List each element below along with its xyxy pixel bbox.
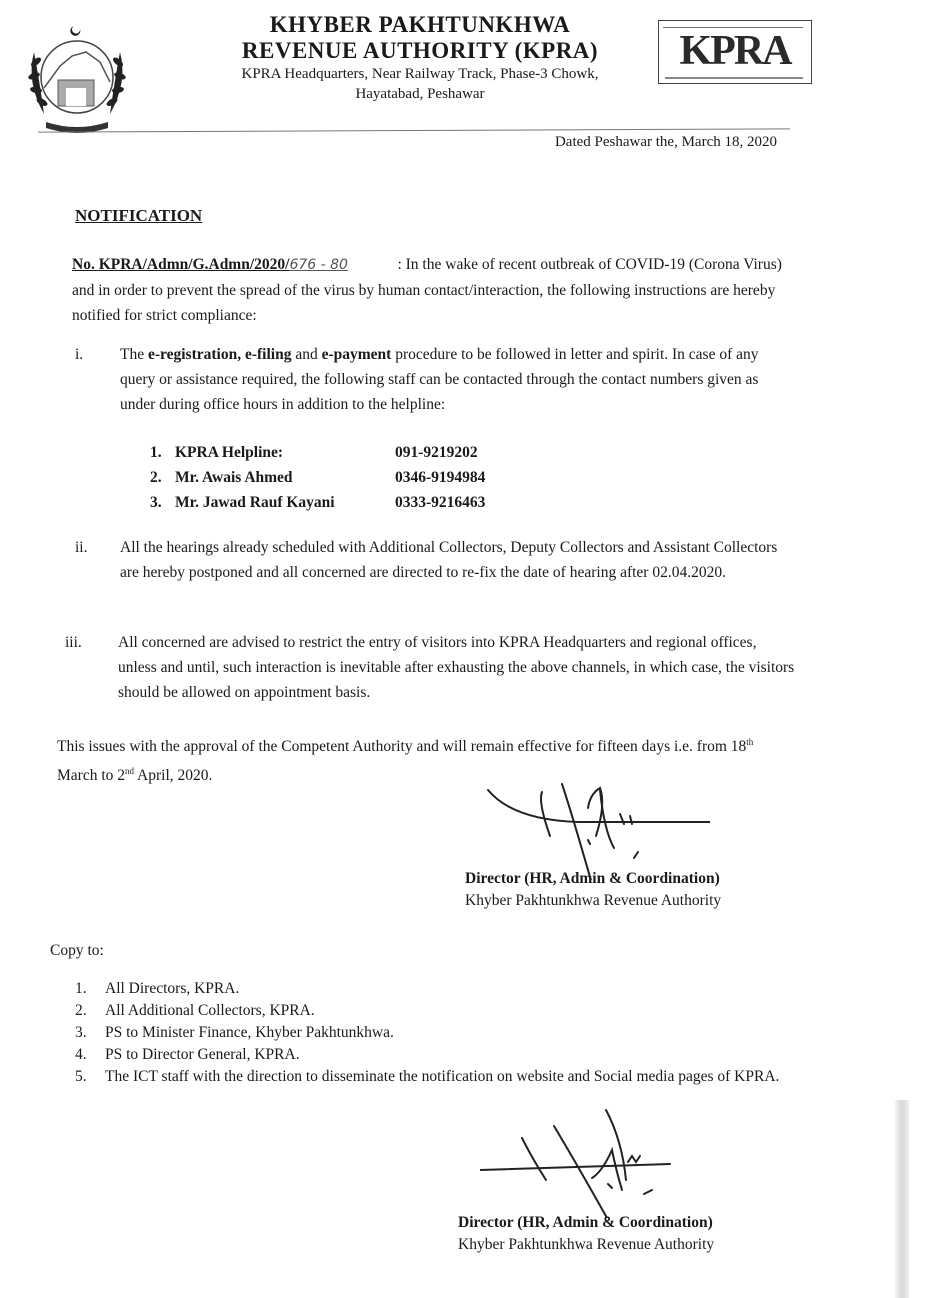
signatory-title: Director (HR, Admin & Coordination)	[458, 1214, 713, 1231]
copy-text: PS to Director General, KPRA.	[105, 1046, 300, 1063]
contact-num: 3.	[150, 494, 162, 511]
header-title-line1: KHYBER PAKHTUNKHWA	[269, 12, 571, 37]
signatory-block	[458, 1212, 714, 1256]
contact-phone: 0333-9216463	[395, 494, 486, 511]
contact-list	[150, 440, 485, 515]
header-divider	[38, 128, 790, 132]
header-address-line2: Hayatabad, Peshawar	[355, 86, 485, 102]
copy-num: 5.	[75, 1068, 87, 1085]
contact-name: KPRA Helpline:	[175, 444, 284, 461]
instruction-item-1	[75, 342, 795, 417]
instruction-item-3	[65, 630, 795, 705]
contact-num: 2.	[150, 469, 162, 486]
closing-text: April, 2020.	[134, 767, 213, 785]
copy-to-item	[75, 978, 795, 1000]
copy-text: PS to Minister Finance, Khyber Pakhtunkhwa.	[105, 1024, 394, 1041]
item-numeral: i.	[75, 346, 84, 363]
contact-name: Mr. Jawad Rauf Kayani	[175, 494, 335, 511]
copy-to-item	[75, 1022, 795, 1044]
handwritten-reference: 676 - 80	[289, 257, 348, 273]
copy-to-label: Copy to:	[50, 942, 104, 959]
page-edge-shadow	[895, 1100, 909, 1298]
kpra-logo	[658, 20, 812, 84]
notification-heading: NOTIFICATION	[75, 206, 203, 225]
copy-to-list	[75, 978, 795, 1088]
item-text: procedure to be followed in letter and spirit. In case of any query or assistance required, the following staff can be contacted through the contact numbers given as under during office hours in addition to the helpline:	[120, 346, 759, 413]
contact-phone: 091-9219202	[395, 444, 478, 461]
copy-text: All Directors, KPRA.	[105, 980, 240, 997]
intro-paragraph	[72, 252, 792, 328]
contact-num: 1.	[150, 444, 162, 461]
header-title-line2: REVENUE AUTHORITY (KPRA)	[241, 38, 599, 63]
signatory-title: Director (HR, Admin & Coordination)	[465, 870, 720, 887]
contact-phone: 0346-9194984	[395, 469, 486, 486]
signatory-block	[465, 868, 721, 912]
item-text-pre: The	[120, 346, 148, 363]
contact-row	[150, 465, 485, 490]
closing-sup: nd	[125, 766, 135, 777]
intro-text: : In the wake of recent outbreak of COVID-19 (Corona Virus) and in order to prevent the spread of the virus by human contact/interaction, the following instructions are hereby notified for strict compliance:	[72, 256, 782, 324]
contact-name: Mr. Awais Ahmed	[175, 469, 293, 486]
copy-num: 3.	[75, 1024, 87, 1041]
closing-text: This issues with the approval of the Competent Authority and will remain effective for fifteen days i.e. from 18	[57, 738, 747, 756]
closing-sup: th	[746, 737, 754, 747]
copy-to-item	[75, 1066, 795, 1088]
contact-row	[150, 490, 485, 515]
kpra-logo-text: KPRA	[679, 28, 791, 74]
closing-text: March to 2	[57, 767, 126, 785]
contact-row	[150, 440, 485, 465]
item-text: All the hearings already scheduled with Additional Collectors, Deputy Collectors and Assistant Collectors are hereby postponed and all concerned are directed to re-fix the date of hearing after 02.04.2020.	[120, 539, 778, 581]
copy-num: 1.	[75, 980, 87, 997]
instruction-item-2	[75, 535, 795, 585]
signature-image	[480, 1108, 710, 1218]
signatory-org: Khyber Pakhtunkhwa Revenue Authority	[465, 892, 722, 909]
copy-num: 4.	[75, 1046, 87, 1063]
copy-text: The ICT staff with the direction to disseminate the notification on website and Social media pages of KPRA.	[105, 1068, 780, 1085]
item-text-mid: and	[291, 346, 322, 363]
item-text: All concerned are advised to restrict the entry of visitors into KPRA Headquarters and regional offices, unless and until, such interaction is inevitable after exhausting the above channels, in which case, the visitors should be allowed on appointment basis.	[118, 634, 795, 701]
item-numeral: ii.	[75, 539, 88, 556]
copy-text: All Additional Collectors, KPRA.	[105, 1002, 315, 1019]
item-text-bold2: e-payment	[321, 346, 392, 363]
date-line: Dated Peshawar the, March 18, 2020	[554, 134, 777, 150]
khyber-pakhtunkhwa-emblem-icon	[22, 22, 132, 134]
reference-number: No. KPRA/Admn/G.Admn/2020/	[72, 256, 290, 273]
signatory-org: Khyber Pakhtunkhwa Revenue Authority	[458, 1236, 715, 1253]
signature-image	[480, 780, 710, 880]
header-address-line1: KPRA Headquarters, Near Railway Track, Phase-3 Chowk,	[241, 66, 599, 82]
copy-num: 2.	[75, 1002, 87, 1019]
copy-to-item	[75, 1000, 795, 1022]
item-numeral: iii.	[65, 634, 82, 651]
copy-to-item	[75, 1044, 795, 1066]
item-text-bold: e-registration, e-filing	[147, 346, 292, 363]
